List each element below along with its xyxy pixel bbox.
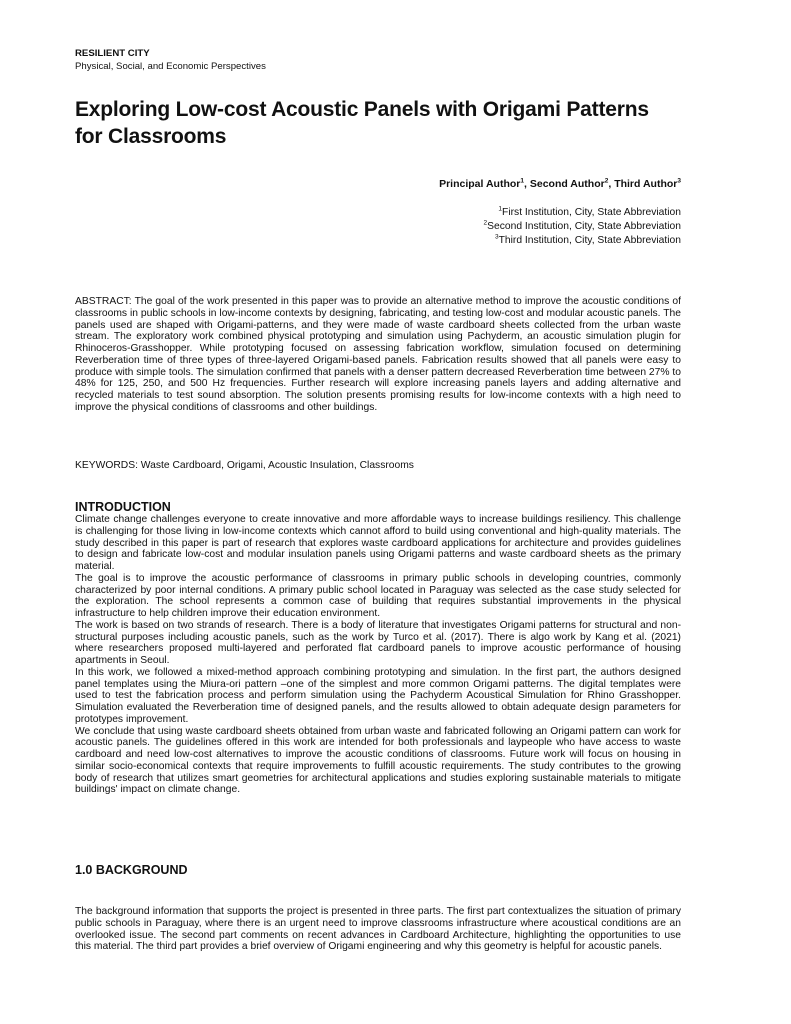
affiliation-line	[484, 234, 681, 248]
abstract-paragraph: ABSTRACT: The goal of the work presented in this paper was to provide an alternative method to improve the acoustic conditions of classrooms in public schools in low-income contexts by designing, fabricating, and testing low-cost and modular acoustic panels. The panels used are shaped with Origami-patterns, and they were made of waste cardboard sheets collected from the urban waste stream. The exploratory work combined physical prototyping and simulation using Pachyderm, an acoustic simulation plugin for Rhinoceros-Grasshopper. While prototyping focused on assessing fabrication workflow, simulation focused on determining Reverberation time of three types of three-layered Origami-based panels. Fabrication results showed that all panels were easy to produce with simple tools. The simulation confirmed that panels with a denser pattern decreased Reverberation time between 27% to 48% for 125, 250, and 500 Hz frequencies. Further research will explore increasing panels layers and adding alternative and recycled materials to test sound absorption. The solution presents promising results for low-income contexts with a high need to improve the physical conditions of classrooms and other buildings.	[75, 296, 681, 413]
conference-name: RESILIENT CITY	[75, 48, 150, 59]
introduction-heading: INTRODUCTION	[75, 500, 171, 514]
introduction-paragraph: The work is based on two strands of research. There is a body of literature that investigates Origami patterns for structural and non-structural purposes including acoustic panels, such as the work by Turco et al. (2017). There is algo work by Kang et al. (2021) where researchers proposed multi-layered and perforated flat cardboard panels to improve acoustic performance of housing apartments in Seoul.	[75, 619, 681, 666]
affiliation-line	[484, 220, 681, 234]
introduction-body	[75, 514, 681, 796]
background-paragraph: The background information that supports the project is presented in three parts. The first part contextualizes the situation of primary public schools in Paraguay, where there is an urgent need to improve classrooms infrastructure where acoustical conditions are an overlooked issue. The second part comments on recent advances in Cardboard Architecture, highlighting the opportunities to use this material. The third part provides a brief overview of Origami engineering and why this geometry is helpful for acoustic panels.	[75, 906, 681, 953]
affiliation-text: Third Institution, City, State Abbreviation	[498, 234, 681, 246]
author-name: Principal Author	[439, 178, 521, 190]
keywords-line: KEYWORDS: Waste Cardboard, Origami, Acoustic Insulation, Classrooms	[75, 460, 414, 471]
paper-title: Exploring Low-cost Acoustic Panels with Origami Patterns for Classrooms	[75, 98, 649, 148]
introduction-paragraph: We conclude that using waste cardboard sheets obtained from urban waste and fabricated following an Origami pattern can work for acoustic panels. The guidelines offered in this work are intended for both professionals and laypeople who have access to waste cardboard and need low-cost alternatives to improve the acoustic conditions of classrooms. Future work will focus on housing in similar socio-economical contexts that require improvements to fulfill acoustic requirements. The study contributes to the growing body of research that utilizes smart geometries for architectural applications and studies exploring sustainable materials to mitigate buildings' impact on climate change.	[75, 725, 681, 796]
affiliation-text: First Institution, City, State Abbreviation	[502, 207, 681, 218]
affiliation-line	[484, 206, 681, 220]
affiliation-superscript: 2	[483, 219, 488, 227]
author-name: Second Author	[529, 178, 605, 190]
affiliation-list	[484, 206, 681, 247]
author-superscript: 3	[677, 177, 681, 185]
conference-subtitle: Physical, Social, and Economic Perspectives	[75, 61, 266, 72]
author-superscript: 2	[604, 177, 609, 185]
affiliation-superscript: 3	[494, 233, 499, 241]
introduction-paragraph: The goal is to improve the acoustic performance of classrooms in primary public schools in developing countries, commonly characterized by poor internal conditions. A primary public school located in Paraguay was selected as the case study selected for the exploration. The school represents a common case of building that requires substantial improvements in the physical infrastructure to help children improve their education environment.	[75, 572, 681, 619]
author-list: Principal Author$^1$, Second Author$^2$, Third Author$^3$	[439, 177, 681, 190]
author-name: Third Author	[614, 178, 678, 190]
affiliation-text: Second Institution, City, State Abbreviation	[487, 220, 681, 232]
introduction-paragraph: In this work, we followed a mixed-method approach combining prototyping and simulation. In the first part, the authors designed panel templates using the Miura-ori pattern –one of the simplest and more common Origami patterns. The digital templates were used to test the fabrication process and perform simulation using the Pachyderm Acoustical Simulation for Rhino Grasshopper. Simulation evaluated the Reverberation time of designed panels, and the results allowed to obtain adequate design parameters for prototypes improvement.	[75, 666, 681, 725]
background-heading: 1.0 BACKGROUND	[75, 863, 188, 877]
author-superscript: 1	[520, 177, 525, 185]
running-header	[75, 47, 266, 73]
introduction-paragraph: Climate change challenges everyone to create innovative and more affordable ways to increase buildings resiliency. This challenge is challenging for those living in low-income contexts which cannot afford to build using conventional and high-quality materials. The study described in this paper is part of research that explores waste cardboard applications for architecture and provides guidelines to design and fabricate low-cost and modular insulation panels using Origami patterns and waste cardboard sheets as the primary material.	[75, 514, 681, 572]
affiliation-superscript: 1	[498, 205, 503, 213]
